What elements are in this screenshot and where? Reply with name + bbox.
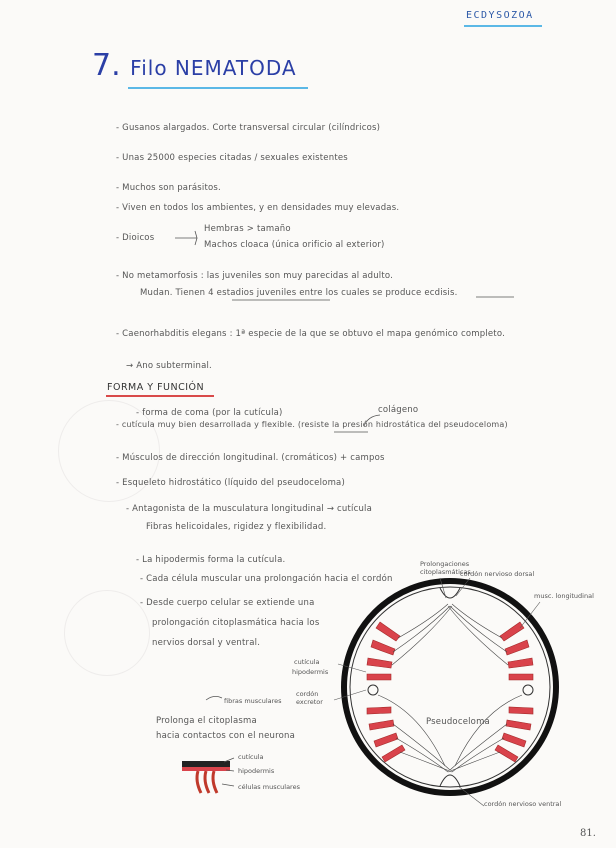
section-title: FORMA Y FUNCIÓN [107,382,205,393]
forma-musculos: - Músculos de dirección longitudinal. (cromáticos) + campos [116,453,385,463]
nematode-cross-section [334,578,556,806]
bullet-especies: - Unas 25000 especies citadas / sexuales existentes [116,153,348,163]
title-text: Filo NEMATODA [130,56,297,80]
forma-cuerpo-celular: - Desde cuerpo celular se extiende una [140,598,315,608]
colageno-label: colágeno [378,405,419,415]
forma-prolongacion: prolongación citoplasmática hacia los [152,618,320,628]
title-underline [128,87,308,89]
forma-antagonista: - Antagonista de la musculatura longitudinal → cutícula [126,504,373,514]
small-label-fibras: fibras musculares [224,697,282,705]
label-cordon-excretor: cordón excretor [296,690,323,706]
diagram-pointers [334,578,540,806]
dioicos-arrow-icon [175,231,197,245]
label-cordon-dorsal: cordón nervioso dorsal [460,570,535,578]
bullet-parasitos: - Muchos son parásitos. [116,183,221,193]
muscle-quadrants [367,622,533,762]
forma-cuticula: - cutícula muy bien desarrollada y flexible. (resiste la presión hidrostática del pseudoceloma) [116,420,508,429]
forma-fibras: Fibras helicoidales, rigidez y flexibilidad. [146,522,327,532]
forma-esqueleto: - Esqueleto hidrostático (líquido del pseudoceloma) [116,478,345,488]
lateral-cord-right [523,685,533,695]
lateral-cord-left [368,685,378,695]
bullet-mudan: Mudan. Tienen 4 estadios juveniles entre los cuales se produce ecdisis. [140,288,458,298]
page-title [92,48,297,83]
body-wall-outer [344,581,556,793]
cuticle-band [182,761,230,767]
layer-cuticula: cutícula [238,753,264,761]
label-cuticula: cutícula [294,658,320,666]
hypodermis-band [182,767,230,771]
label-musc-longitudinal: musc. longitudinal [534,592,594,600]
bullet-ano: → Ano subterminal. [126,361,212,371]
forma-nervios: nervios dorsal y ventral. [152,638,261,648]
muscle-arms [378,604,522,772]
layer-hipodermis: hipodermis [238,767,275,775]
bullet-ambientes: - Viven en todos los ambientes, y en densidades muy elevadas. [116,203,400,213]
dioicos-hembras: Hembras > tamaño [204,224,291,234]
dioicos-machos: Machos cloaca (única orificio al exterior) [204,240,385,250]
corner-underline [464,25,542,27]
label-prolongaciones: Prolongaciones citoplasmáticas [420,560,471,576]
corner-label: ECDYSOZOA [466,10,534,21]
bullet-metamorfosis: - No metamorfosis : las juveniles son muy parecidas al adulto. [116,271,394,281]
forma-celula: - Cada célula muscular una prolongación hacia el cordón [140,574,393,584]
bleed-through-circle [64,590,150,676]
forma-hipodermis: - La hipodermis forma la cutícula. [136,555,286,565]
bullet-caenorhabditis: - Caenorhabditis elegans : 1ª especie de la que se obtuvo el mapa genómico completo. [116,329,505,339]
bullet-dioicos: - Dioicos [116,233,155,243]
small-label-contactos: hacia contactos con el neurona [156,731,296,741]
section-underline [106,395,214,397]
dorsal-cord [440,588,460,598]
label-cordon-ventral: cordón nervioso ventral [484,800,562,808]
small-muscle-diagram [182,696,234,793]
label-pseudoceloma: Pseudoceloma [426,717,490,727]
layer-musculares: células musculares [238,783,300,791]
hypodermis-ring [350,587,550,787]
small-label-prolonga: Prolonga el citoplasma [156,716,257,726]
ventral-cord [440,775,460,786]
bullet-cuerpo: - Gusanos alargados. Corte transversal circular (cilíndricos) [116,123,381,133]
page-number: 81. [580,828,596,839]
layer-pointers [222,758,234,786]
forma-coma: - forma de coma (por la cutícula) [136,408,283,418]
title-number: 7. [92,48,121,83]
label-hipodermis: hipodermis [292,668,329,676]
fibras-pointer [206,696,222,700]
muscle-cells [197,771,217,793]
